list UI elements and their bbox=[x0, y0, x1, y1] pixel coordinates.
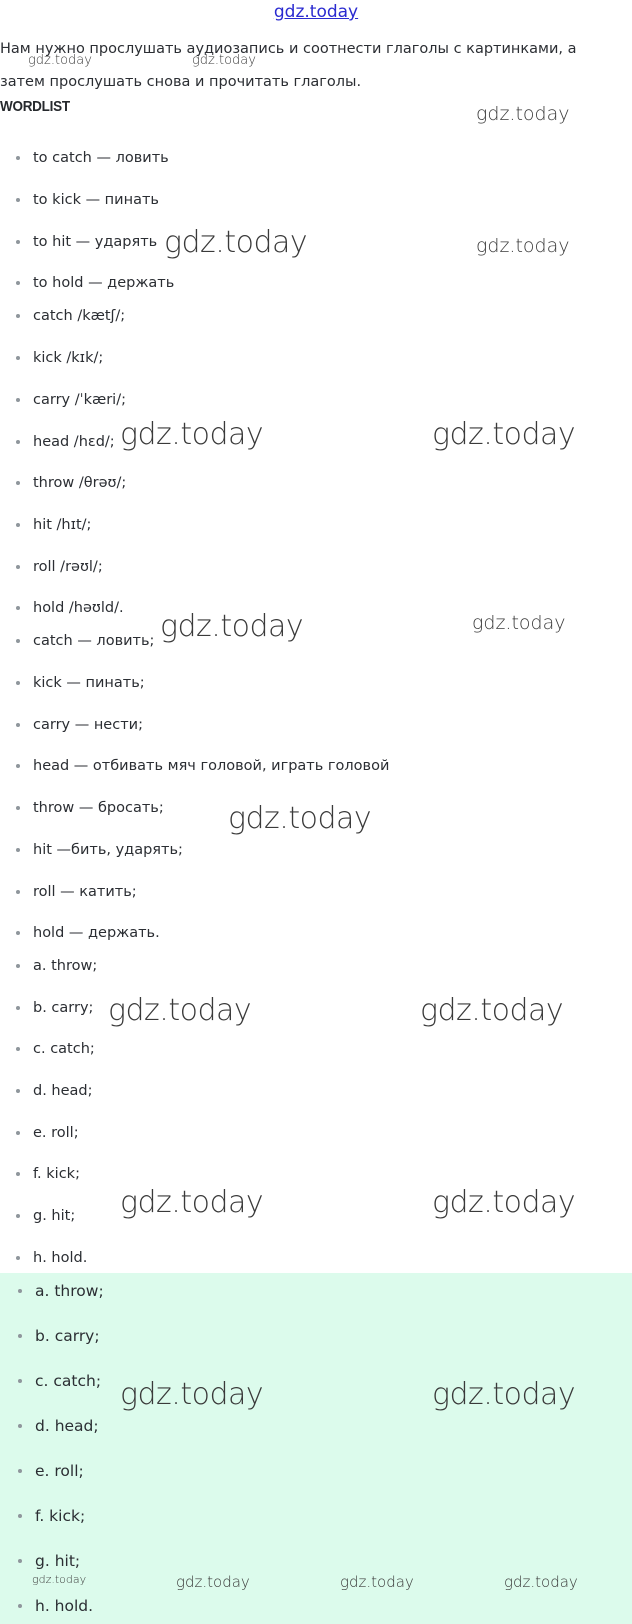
watermark: gdz.today bbox=[340, 1573, 414, 1591]
bullet-icon bbox=[16, 723, 20, 727]
watermark: gdz.today bbox=[164, 225, 308, 260]
bullet-icon bbox=[18, 1334, 22, 1338]
bullet-icon bbox=[18, 1289, 22, 1293]
bullet-icon bbox=[16, 639, 20, 643]
bullet-icon bbox=[18, 1469, 22, 1473]
instruction-text: Нам нужно прослушать аудиозапись и соотнести глаголы с картинками, а затем прослушать снова и прочитать глаголы. bbox=[0, 41, 577, 90]
bullet-icon bbox=[16, 1131, 20, 1135]
bullet-icon bbox=[16, 398, 20, 402]
bullet-icon bbox=[16, 890, 20, 894]
bullet-icon bbox=[16, 565, 20, 569]
bullet-icon bbox=[16, 240, 20, 244]
bullet-icon bbox=[16, 1047, 20, 1051]
watermark: gdz.today bbox=[120, 1377, 264, 1412]
bullet-icon bbox=[16, 1256, 20, 1260]
bullet-icon bbox=[16, 440, 20, 444]
bullet-icon bbox=[18, 1514, 22, 1518]
bullet-icon bbox=[16, 314, 20, 318]
bullet-icon bbox=[16, 523, 20, 527]
answer-panel: a. throw; b. carry; c. catch; d. head; e. roll; f. kick; g. hit; h. hold. bbox=[0, 1273, 632, 1624]
bullet-icon bbox=[16, 1214, 20, 1218]
watermark: gdz.today bbox=[108, 993, 252, 1028]
watermark: gdz.today bbox=[32, 1573, 87, 1586]
watermark: gdz.today bbox=[120, 1185, 264, 1220]
watermark: gdz.today bbox=[504, 1573, 578, 1591]
bullet-icon bbox=[16, 198, 20, 202]
bullet-icon bbox=[16, 606, 20, 610]
bullet-icon bbox=[16, 156, 20, 160]
watermark: gdz.today bbox=[420, 993, 564, 1028]
watermark: gdz.today bbox=[432, 417, 576, 452]
site-link[interactable]: gdz.today bbox=[273, 2, 359, 22]
bullet-icon bbox=[16, 764, 20, 768]
bullet-icon bbox=[16, 964, 20, 968]
bullet-icon bbox=[16, 931, 20, 935]
watermark: gdz.today bbox=[472, 612, 566, 634]
watermark: gdz.today bbox=[228, 801, 372, 836]
watermark: gdz.today bbox=[432, 1377, 576, 1412]
watermark: gdz.today bbox=[476, 235, 570, 257]
watermark: gdz.today bbox=[192, 53, 256, 68]
watermark: gdz.today bbox=[28, 53, 92, 68]
bullet-icon bbox=[16, 806, 20, 810]
bullet-icon bbox=[16, 1006, 20, 1010]
bullet-icon bbox=[18, 1604, 22, 1608]
bullet-icon bbox=[18, 1379, 22, 1383]
watermark: gdz.today bbox=[476, 103, 570, 125]
bullet-icon bbox=[16, 356, 20, 360]
bullet-icon bbox=[16, 1172, 20, 1176]
bullet-icon bbox=[16, 481, 20, 485]
watermark: gdz.today bbox=[432, 1185, 576, 1220]
bullet-icon bbox=[16, 848, 20, 852]
wordlist-heading: WORDLIST bbox=[0, 98, 70, 115]
watermark: gdz.today bbox=[160, 609, 304, 644]
bullet-icon bbox=[18, 1424, 22, 1428]
bullet-icon bbox=[16, 281, 20, 285]
bullet-icon bbox=[16, 1089, 20, 1093]
bullet-icon bbox=[16, 681, 20, 685]
watermark: gdz.today bbox=[120, 417, 264, 452]
watermark: gdz.today bbox=[176, 1573, 250, 1591]
bullet-icon bbox=[18, 1559, 22, 1563]
